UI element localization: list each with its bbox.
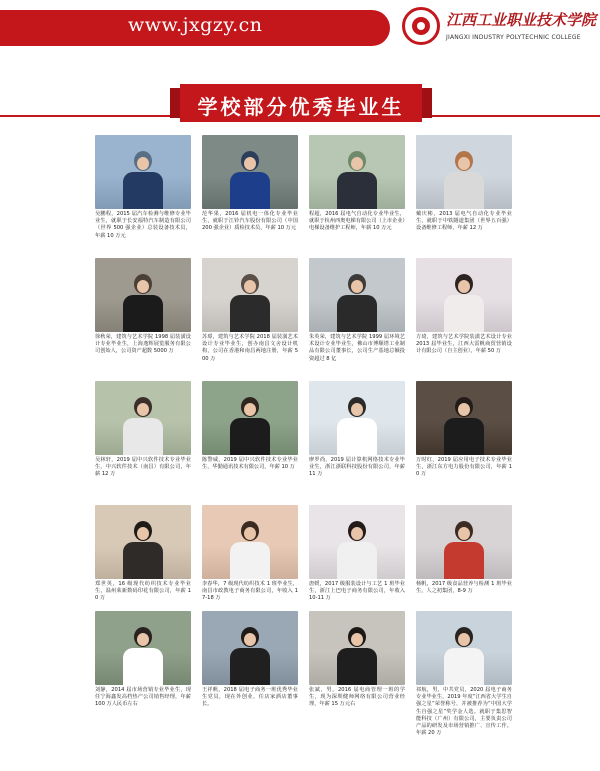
graduate-photo — [309, 135, 405, 209]
school-name-en: JIANGXI INDUSTRY POLYTECHNIC COLLEGE — [446, 34, 581, 41]
graduate-caption: 万时红，2019 届应用电子技术专业毕业生，浙江东方电力股份有限公司，年薪 10 万 — [416, 457, 512, 478]
title-rule-right — [422, 115, 600, 117]
graduate-photo — [95, 505, 191, 579]
graduate-caption: 戴庆彬，2013 届电气自动化专业毕业生，就职于中铁隧道集团（世界五百强）设备维修工程师，年薪 12 万 — [416, 211, 512, 232]
graduate-photo — [309, 381, 405, 455]
graduate-caption: 祁航，男，中共党员，2020 届电子商务专业毕业生，2019 年度“江西省大学生自强之星”荣誉称号，并被推荐为“中国大学生自强之星”奖学金人选。就职于集思智能科技（广州）有限公司，主要负责公司产品的研发及市场营销推广、宣传工作。年薪 20 万 — [416, 687, 512, 737]
title-banner — [180, 84, 422, 122]
graduate-photo — [95, 135, 191, 209]
graduate-caption: 郑世英，16 级现代纺织技术专业毕业生，温州莱新数码印花有限公司，年薪 10 万 — [95, 581, 191, 602]
school-name-cn: 江西工业职业技术学院 — [446, 11, 597, 29]
graduate-photo — [416, 258, 512, 332]
graduate-caption: 朱英荣，建筑与艺术学院 1999 届环境艺术设计专业毕业生，佛山市博顺塔工业制品有限公司董事长，公司生产基地总额投资超过 8 亿 — [309, 334, 405, 362]
graduate-photo — [309, 258, 405, 332]
graduate-photo — [309, 611, 405, 685]
graduate-photo — [309, 505, 405, 579]
graduate-caption: 吴林轩，2019 届中兴软件技术专业毕业生，中兴软件技术（南昌）有限公司，年薪 12 万 — [95, 457, 191, 478]
graduate-caption: 程超，2016 届电气自动化专业毕业生，就职于杭州西奥电梯有限公司（上市企业）电梯设备维护工程师，年薪 10 万元 — [309, 211, 405, 232]
graduate-caption: 李春华，7 级现代纺织技术 1 班毕业生，南昌市政教电子商务有限公司，年收入 17-18 万 — [202, 581, 298, 602]
graduate-caption: 陈警威，2019 届中兴软件技术专业毕业生，华勤通讯技术有限公司，年薪 10 万 — [202, 457, 298, 471]
graduate-photo — [202, 258, 298, 332]
graduate-caption: 杨帆，2017 级食品营养与检测 1 班毕业生，人之初集团，8-9 万 — [416, 581, 512, 595]
graduate-photo — [416, 381, 512, 455]
title-rule-left — [0, 115, 180, 117]
graduate-photo — [95, 611, 191, 685]
graduate-caption: 苏璟，建筑与艺术学院 2018 届装潢艺术设计专业毕业生，创办南昌文舍设计机构，公司在香港和南昌两地注册，年薪 500 万 — [202, 334, 298, 362]
page-header — [0, 0, 600, 60]
graduate-caption: 唐媛，2017 级服装设计与工艺 1 班毕业生，浙江上巴电子商务有限公司，年收入 10-11 万 — [309, 581, 405, 602]
graduate-caption: 张斌，男，2016 届电商管理一班的学生，现为深圳健师网络有限公司营业经理，年薪 15 万元右 — [309, 687, 405, 708]
website-url[interactable]: www.jxgzy.cn — [128, 14, 263, 36]
school-seal-icon — [402, 7, 440, 45]
graduate-photo — [416, 611, 512, 685]
school-logo — [402, 7, 597, 51]
graduate-caption: 王祥帆，2018 届电子商务一班优秀毕业生党员，现在外创业，任店家酒店董事长。 — [202, 687, 298, 708]
graduate-caption: 方琦，建筑与艺术学院装潢艺术设计专业 2013 届毕业生，江西大雷帆商贸营销设计有限公司（自主创业），年薪 50 万 — [416, 334, 512, 355]
graduate-photo — [202, 505, 298, 579]
graduate-photo — [95, 258, 191, 332]
graduate-caption: 刘静，2014 届市场营销专业毕业生，现任宁海鑫发高档热产公司销售经理，年薪 100 万人民币左右 — [95, 687, 191, 708]
graduate-photo — [416, 135, 512, 209]
graduate-caption: 廖罗尚，2019 届计算机网络技术专业毕业生，浙江浙联科技股份有限公司，年薪 11 万 — [309, 457, 405, 478]
graduate-caption: 吴鹏程，2015 届汽车检测与维修专业毕业生，就职于长安福特汽车制造有限公司（世界 500 强企业）总装设备技术员，年薪 10 万元 — [95, 211, 191, 239]
graduate-photo — [95, 381, 191, 455]
graduate-caption: 徐秋荣，建筑与艺术学院 1998 届装潢设计专业毕业生，上海逸辉展览服务有限公司创始人，公司资产超数 5000 万 — [95, 334, 191, 355]
graduate-photo — [202, 135, 298, 209]
graduate-photo — [202, 611, 298, 685]
graduate-caption: 范华果，2016 届机电一体化专业毕业生，就职于江铃汽车股份有限公司（中国 200 强企业）质检技术员，年薪 10 万元 — [202, 211, 298, 232]
graduate-photo — [202, 381, 298, 455]
graduate-photo — [416, 505, 512, 579]
page-title: 学校部分优秀毕业生 — [197, 95, 405, 119]
